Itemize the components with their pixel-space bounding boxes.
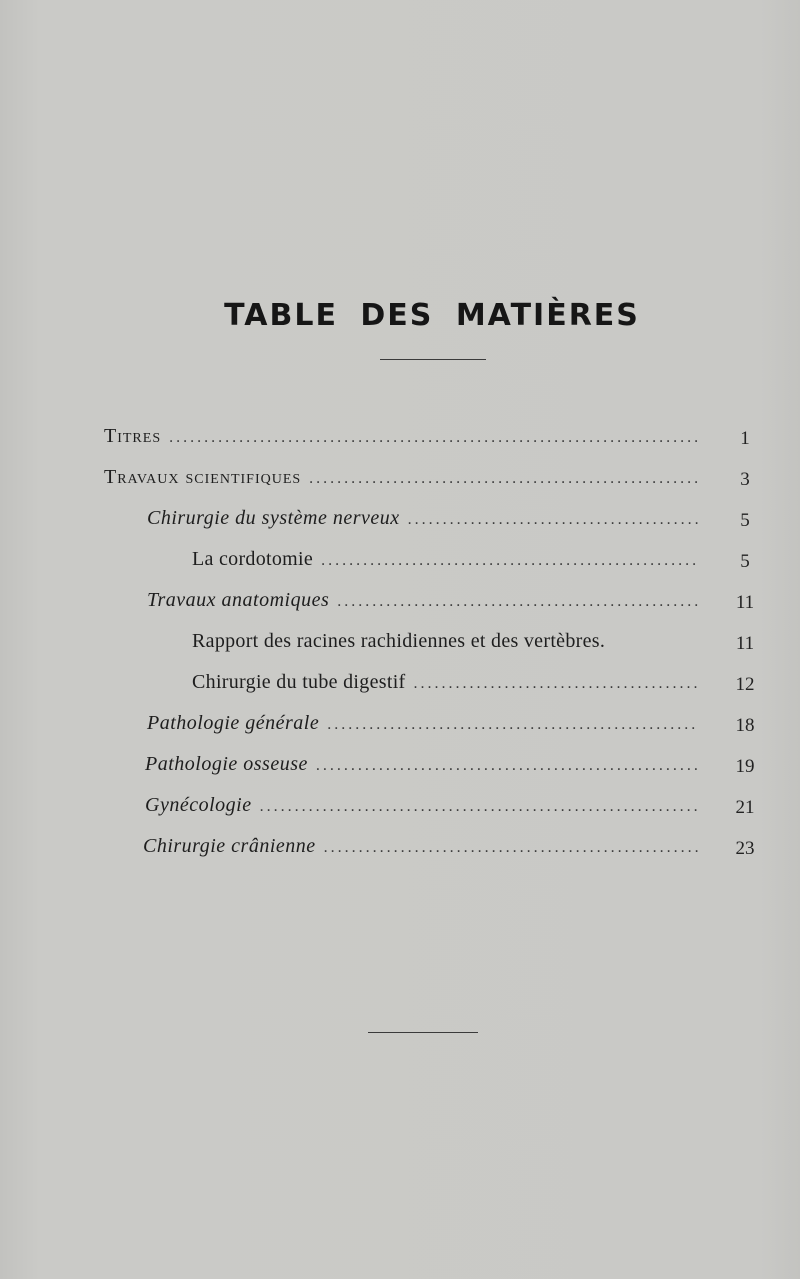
toc-entry-page: 21 bbox=[735, 797, 755, 818]
toc-entry-label: Rapport des racines rachidiennes et des vertèbres. bbox=[192, 630, 606, 652]
dot-leader bbox=[169, 429, 698, 447]
toc-entry-rapport-racines bbox=[192, 630, 702, 660]
toc-entry-gynecologie bbox=[145, 794, 702, 824]
page-title: TABLE DES MATIÈRES bbox=[224, 298, 640, 333]
toc-entry-label: Pathologie osseuse bbox=[145, 753, 308, 775]
closing-rule bbox=[368, 1032, 478, 1033]
toc-entry-pathologie-generale bbox=[147, 712, 702, 742]
toc-entry-page: 5 bbox=[740, 510, 750, 531]
dot-leader bbox=[414, 675, 698, 693]
toc-entry-page: 3 bbox=[740, 469, 750, 490]
dot-leader bbox=[316, 757, 698, 775]
toc-entry-cordotomie bbox=[192, 548, 702, 578]
toc-entry-label: Travaux scientifiques bbox=[104, 466, 302, 488]
toc-entry-page: 18 bbox=[735, 715, 755, 736]
toc-entry-label: Chirurgie du système nerveux bbox=[147, 507, 400, 529]
toc-entry-page: 23 bbox=[735, 838, 755, 859]
title-underline bbox=[380, 359, 486, 360]
toc-entry-label: Pathologie générale bbox=[147, 712, 320, 734]
toc-entry-page: 19 bbox=[735, 756, 755, 777]
dot-leader bbox=[408, 511, 698, 529]
toc-entry-travaux-scientifiques bbox=[104, 466, 702, 496]
dot-leader bbox=[337, 593, 698, 611]
dot-leader bbox=[324, 839, 698, 857]
dot-leader bbox=[321, 552, 698, 570]
toc-entry-label: Gynécologie bbox=[145, 794, 252, 816]
toc-entry-label: Chirurgie crânienne bbox=[143, 835, 316, 857]
dot-leader bbox=[309, 470, 698, 488]
toc-entry-label: Chirurgie du tube digestif bbox=[192, 671, 406, 693]
toc-entry-pathologie-osseuse bbox=[145, 753, 702, 783]
toc-entry-page: 5 bbox=[740, 551, 750, 572]
toc-entry-page: 11 bbox=[735, 592, 755, 613]
toc-entry-chirurgie-systeme-nerveux bbox=[147, 507, 702, 537]
toc-entry-label: Titres bbox=[104, 425, 162, 447]
dot-leader bbox=[260, 798, 698, 816]
toc-entry-page: 11 bbox=[735, 633, 755, 654]
toc-entry-label: Travaux anatomiques bbox=[147, 589, 330, 611]
toc-entry-page: 12 bbox=[735, 674, 755, 695]
toc-entry-page: 1 bbox=[740, 428, 750, 449]
toc-entry-chirurgie-tube-digestif bbox=[192, 671, 702, 701]
dot-leader bbox=[327, 716, 698, 734]
toc-entry-travaux-anatomiques bbox=[147, 589, 702, 619]
toc-entry-label: La cordotomie bbox=[192, 548, 314, 570]
toc-entry-chirurgie-cranienne bbox=[143, 835, 702, 865]
toc-entry-titres bbox=[104, 425, 702, 455]
